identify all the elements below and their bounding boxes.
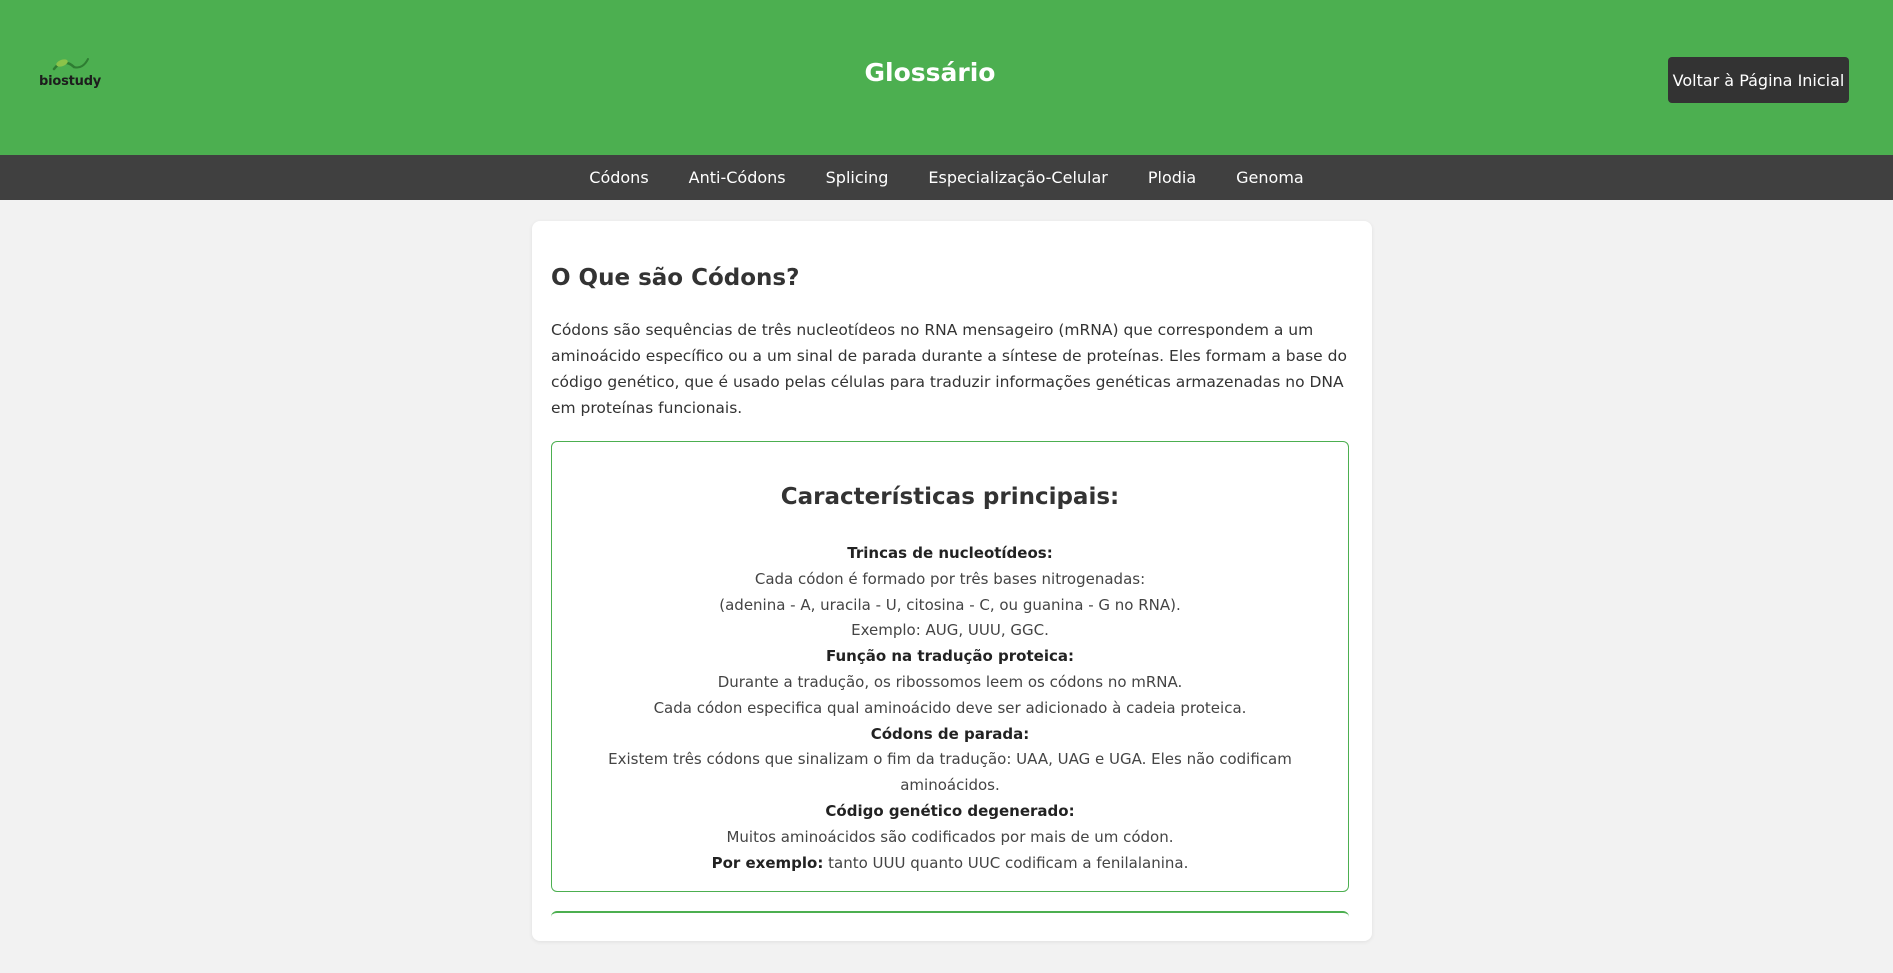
nav-item-anti-codons[interactable]: Anti-Códons [688, 168, 786, 187]
feature-example-text: tanto UUU quanto UUC codificam a fenilalanina. [823, 853, 1189, 872]
feature-line: Exemplo: AUG, UUU, GGC. [851, 621, 1049, 640]
features-list [602, 541, 1298, 876]
feature-title: Trincas de nucleotídeos: [847, 544, 1053, 562]
nav-item-genoma[interactable]: Genoma [1236, 168, 1304, 187]
nav-item-codons[interactable]: Códons [589, 168, 649, 187]
back-home-button[interactable]: Voltar à Página Inicial [1668, 57, 1849, 103]
features-title: Características principais: [780, 484, 1120, 510]
feature-line: Cada códon especifica qual aminoácido deve ser adicionado à cadeia proteica. [653, 698, 1247, 717]
feature-line: Existem três códons que sinalizam o fim da tradução: UAA, UAG e UGA. Eles não codificam aminoácidos. [608, 750, 1292, 795]
feature-title: Código genético degenerado: [825, 801, 1075, 820]
nav-item-splicing[interactable]: Splicing [825, 168, 889, 187]
nav-item-especializacao-celular[interactable]: Especialização-Celular [928, 168, 1108, 187]
feature-line: Durante a tradução, os ribossomos leem os códons no mRNA. [717, 672, 1183, 691]
feature-title: Códons de parada: [870, 724, 1030, 743]
feature-line: Muitos aminoácidos são codificados por mais de um códon. [726, 827, 1174, 846]
features-box [551, 441, 1349, 892]
page-title: Glossário [864, 58, 996, 87]
feature-example-label: Por exemplo: [711, 853, 824, 872]
nav-item-plodia[interactable]: Plodia [1147, 168, 1197, 187]
logo-text: biostudy [39, 74, 102, 89]
next-section-box [551, 911, 1349, 973]
intro-paragraph: Códons são sequências de três nucleotídeos no RNA mensageiro (mRNA) que correspondem a um aminoácido específico ou a um sinal de parada durante a síntese de proteínas. Eles formam a base do código genético, que é usado pelas células para traduzir informações genéticas armazenadas no DNA em proteínas funcionais. [551, 321, 1347, 417]
site-header [0, 0, 1893, 155]
feature-title: Função na tradução proteica: [825, 647, 1074, 666]
content-card [532, 221, 1372, 941]
feature-line: (adenina - A, uracila - U, citosina - C, ou guanina - G no RNA). [719, 595, 1181, 614]
section-title: O Que são Códons? [551, 265, 800, 291]
glossary-nav [0, 155, 1893, 200]
feature-line: Cada códon é formado por três bases nitrogenadas: [754, 569, 1146, 588]
feature-line [602, 851, 1298, 877]
